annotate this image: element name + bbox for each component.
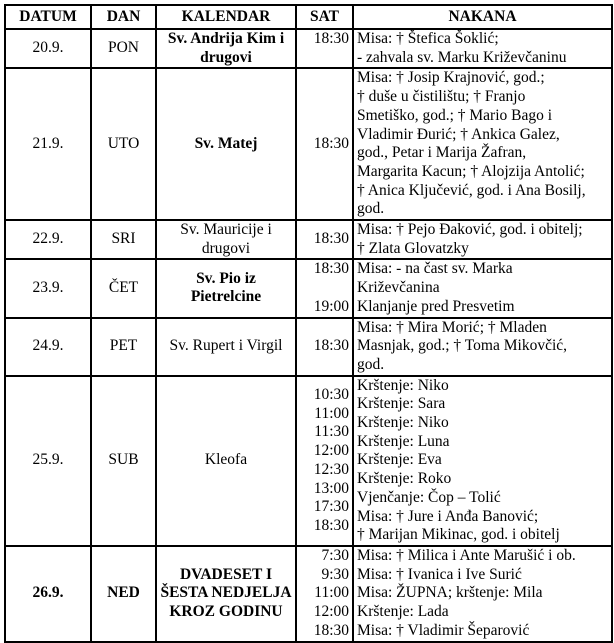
intention-line: † duše u čistilištu; † Franjo xyxy=(357,88,526,106)
table-row xyxy=(5,220,612,259)
date-cell: 23.9. xyxy=(5,259,91,317)
table-row xyxy=(5,376,612,546)
time-cell xyxy=(296,546,353,642)
time-entry: 13:00 xyxy=(313,479,349,497)
intention-cell xyxy=(353,29,612,68)
intention-line: † Marijan Mikinac, god. i obitelj xyxy=(357,526,560,544)
intention-line: Krštenje: Eva xyxy=(357,451,442,469)
date-cell: 21.9. xyxy=(5,68,91,220)
intention-line: god. xyxy=(357,200,385,218)
date-cell: 20.9. xyxy=(5,29,91,68)
intention-line: Vjenčanje: Čop – Tolić xyxy=(357,488,501,506)
time-cell xyxy=(296,259,353,317)
time-entry: 18:30 xyxy=(313,621,349,639)
intention-cell xyxy=(353,546,612,642)
time-entry: 12:00 xyxy=(313,442,349,460)
intention-line: Misa: † Josip Krajnović, god.; xyxy=(357,69,545,87)
day-cell: ČET xyxy=(91,259,156,317)
date-cell: 26.9. xyxy=(5,546,91,642)
intention-line: Margarita Kacun; † Alojzija Antolić; xyxy=(357,162,585,180)
intention-line: Vladimir Đurić; † Ankica Galez, xyxy=(357,125,560,143)
time-entry: 11:30 xyxy=(314,423,349,441)
intention-line: Misa: † Ivanica i Ive Surić xyxy=(357,565,522,583)
intention-line: Masnjak, god.; † Toma Mikovčić, xyxy=(357,337,568,355)
intention-line: Krštenje: Lada xyxy=(357,603,449,621)
time-entry: 12:30 xyxy=(313,460,349,478)
calendar-cell: Sv. Pio iz Pietrelcine xyxy=(156,259,296,317)
schedule-table xyxy=(4,4,613,643)
time-entry xyxy=(300,49,349,68)
intention-line: Misa: † Pejo Đaković, god. i obitelj; xyxy=(357,221,583,239)
time-cell xyxy=(296,376,353,546)
time-entry: 18:30 xyxy=(313,134,349,152)
intention-line: Misa: ŽUPNA; krštenje: Mila xyxy=(357,584,543,602)
intention-line: Misa: - na čast sv. Marka xyxy=(357,260,513,278)
calendar-cell: Sv. Andrija Kim i drugovi xyxy=(156,29,296,68)
time-cell xyxy=(296,29,353,68)
intention-cell xyxy=(353,68,612,220)
intention-line: Misa: † Jure i Anđa Banović; xyxy=(357,507,539,525)
day-cell: SUB xyxy=(91,376,156,546)
time-cell xyxy=(296,318,353,376)
time-entry: 18:30 xyxy=(313,337,349,355)
header-nakana: NAKANA xyxy=(353,5,612,29)
intention-line: Smetiško, god.; † Mario Bago i xyxy=(357,106,553,124)
date-cell: 22.9. xyxy=(5,220,91,259)
time-entry: 11:00 xyxy=(314,584,349,602)
time-entry: 7:30 xyxy=(321,546,349,564)
schedule-body xyxy=(5,29,612,642)
intention-line: - zahvala sv. Marku Križevčaninu xyxy=(357,48,567,66)
time-entry xyxy=(300,279,349,298)
intention-line: Misa: † Štefica Šoklić; xyxy=(357,30,499,47)
table-row xyxy=(5,546,612,642)
table-row xyxy=(5,29,612,68)
time-entry: 18:30 xyxy=(313,516,349,534)
time-entry: 18:30 xyxy=(313,30,349,47)
header-sat: SAT xyxy=(296,5,353,29)
date-cell: 24.9. xyxy=(5,318,91,376)
date-cell: 25.9. xyxy=(5,376,91,546)
intention-line: Krštenje: Sara xyxy=(357,395,446,413)
intention-line: god. xyxy=(357,355,385,373)
header-row xyxy=(5,5,612,29)
header-dan: DAN xyxy=(91,5,156,29)
intention-line: god., Petar i Marija Žafran, xyxy=(357,144,527,162)
day-cell: PET xyxy=(91,318,156,376)
time-entry: 19:00 xyxy=(313,297,349,315)
calendar-cell: DVADESET I ŠESTA NEDJELJA KROZ GODINU xyxy=(156,546,296,642)
intention-cell xyxy=(353,318,612,376)
day-cell: SRI xyxy=(91,220,156,259)
day-cell: UTO xyxy=(91,68,156,220)
calendar-cell: Sv. Mauricije i drugovi xyxy=(156,220,296,259)
intention-cell xyxy=(353,220,612,259)
calendar-cell: Sv. Matej xyxy=(156,68,296,220)
table-row xyxy=(5,318,612,376)
intention-line: † Zlata Glovatzky xyxy=(357,239,469,257)
intention-line: Krštenje: Niko xyxy=(357,414,449,432)
calendar-cell: Kleofa xyxy=(156,376,296,546)
day-cell: NED xyxy=(91,546,156,642)
intention-line: Klanjanje pred Presvetim xyxy=(357,297,515,315)
time-entry: 11:00 xyxy=(314,404,349,422)
time-cell xyxy=(296,220,353,259)
header-kalendar: KALENDAR xyxy=(156,5,296,29)
intention-cell xyxy=(353,259,612,317)
intention-line: Krštenje: Roko xyxy=(357,470,452,488)
intention-line: Misa: † Mira Morić; † Mladen xyxy=(357,318,547,336)
time-entry: 17:30 xyxy=(313,498,349,516)
table-row xyxy=(5,68,612,220)
time-entry: 12:00 xyxy=(313,603,349,621)
calendar-cell: Sv. Rupert i Virgil xyxy=(156,318,296,376)
time-entry: 18:30 xyxy=(313,260,349,278)
intention-line: † Anica Ključević, god. i Ana Bosilj, xyxy=(357,181,586,199)
intention-line: Misa: † Vladimir Šeparović xyxy=(357,621,530,639)
time-entry: 10:30 xyxy=(313,386,349,403)
time-cell xyxy=(296,68,353,220)
header-datum: DATUM xyxy=(5,5,91,29)
intention-cell xyxy=(353,376,612,546)
table-row xyxy=(5,259,612,317)
intention-line: Krštenje: Niko xyxy=(357,376,449,394)
day-cell: PON xyxy=(91,29,156,68)
time-entry: 18:30 xyxy=(313,230,349,248)
time-entry: 9:30 xyxy=(321,565,349,583)
intention-line: Krštenje: Luna xyxy=(357,432,450,450)
intention-line: Križevčanina xyxy=(357,279,440,297)
intention-line: Misa: † Milica i Ante Marušić i ob. xyxy=(357,546,576,564)
